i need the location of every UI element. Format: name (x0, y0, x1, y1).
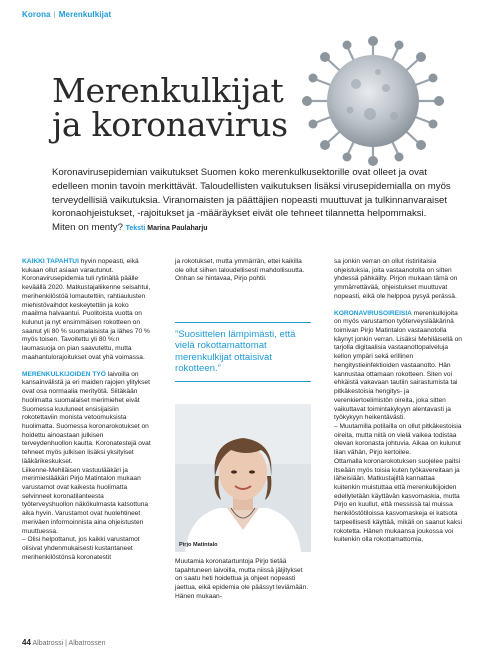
paragraph-text: merenkulkijoita on myös varustamon työterveyslääkärinä toimivan Pirjo Matintalon vastaanotolla käynyt jonkin verran. Lisäksi Mehiläisellä on tarjolla digitaalisia vastaanottopalveluja kellon ympäri sekä erillinen hengitystieinfektioiden vastaanotto. Hän kannustaa ottamaan rokotteen. Siten voi ehkäistä vakavaan tautiin sairastumista tai pitkäkestoisia hengitys- ja verenkiertoelimistön oireita, joka sitten vaikuttavat toimintakykyyn alentavasti ja työkykyyn heikentävästi. (334, 309, 462, 422)
paragraph: Muutamia koronatartuntoja Pirjo tietää tapahtuneen laivoilla, mutta niissä jäljitykset on saatu heti hoidettua ja ohjeet nopeasti jaettua, eikä epidemia ole päässyt leviämään. Hänen mukaan- (175, 558, 309, 600)
page-footer (22, 638, 106, 647)
article-title (52, 71, 312, 144)
lead-in: KORONAVIRUSOIREISIA (334, 309, 412, 317)
byline (126, 225, 208, 232)
lead-in: KAIKKI TAPAHTUI (22, 258, 79, 265)
topic-label: Merenkulkijat (58, 10, 112, 19)
magazine-name: Albatrossi (32, 640, 64, 647)
paragraph (334, 310, 462, 423)
paragraph-text: laivoilla on kansainvälistä ja eri maiden rajojen ylitykset ovat osa normaalia merityötä. Siitäkään huolimatta suomalaiset merimiehet eivät Suomessa kuuluneet ensisijaisiin rokotettaviin monista vetoomuksista huolimatta. Suomessa koronarokotukset on hoidettu ainoastaan julkisen terveydenhuollon kautta. Koronatestejä ovat tehneet myös julkisen lisäksi yksityiset lääkärikeskukset. (22, 370, 151, 465)
section-kicker (22, 10, 111, 19)
kicker-separator: | (53, 10, 56, 19)
paragraph: sa jonkin verran on ollut ristiriitaisia ohjeistuksia, joita vastaanotolla on sitten yhdessä pähkäilty. Pirjon mukaan tämä on ymmärrettävää, ohjeistukset muuttuvat nopeasti, eikä ole helppoa pysyä perässä. (334, 258, 458, 300)
paragraph: – Muutamilla potilailla on ollut pitkäkestoisia oireita, mutta niitä on vielä vaikea todistaa olevan koronasta johtuvia. Aikaa on kulunut liian vähän, Pirjo kertoilee. (334, 422, 462, 457)
section-label: Korona (22, 10, 51, 19)
lead-paragraph (52, 166, 452, 236)
paragraph (22, 258, 152, 363)
body-column-2-bottom (175, 558, 309, 602)
body-column-1 (22, 258, 152, 562)
paragraph: – Olisi helpottanut, jos kaikki varustamot olisivat yhdenmukaisesti kustantaneet merihenkilöstönsä koronatestit (22, 536, 140, 561)
paragraph-text: hyvin nopeasti, eikä kukaan ollut asiaan varautunut. Koronavirusepidemia tuli rytinällä päälle keväällä 2020. Matkustajaliikenne seisahtui, merihenkilöstöä lomautettiin, rahtiaulusten miehistövaihdot keskeytettiin ja koko maailma halvaantui. Puolitoista vuotta on kulunut ja nyt ensimmäisen rokotteen on saanut yli 80 % suomalaisista ja lähes 70 % myös toisen. Tavoitettu yli 80 %:n laumasuoja on pian saavutettu, mutta maahantulorajoitukset ovat yhä voimassa. (22, 258, 151, 361)
pull-quote (175, 322, 311, 382)
photo-caption: Pirjo Matintalo (179, 542, 218, 548)
body-column-3 (334, 258, 462, 545)
body-column-2 (175, 258, 309, 284)
paragraph: Ottamalla koronarokotuksen suojelee paitsi itseään myös toisia kuten työkavereitaan ja läheisiään. Matkustajiltä kannattaa kuitenkin muistuttaa että merenkulkijoiden edellytetään käyttävän kasvomaskia, mutta Pirjo en kuullut, että messissä tai muissa henkilöstötiloissa kasvomaskeja ei katsota tarpeellisesti käyttää, mikäli on saanut kaksi rokotetta. Hänen mukaansa joukossa voi kuitenkin olla rokottamattomia, (334, 457, 462, 544)
pull-quote-text: ”Suosittelen lämpimästi, että vielä rokottamattomat merenkulkijat ottaisivat rokotteen.” (175, 329, 296, 375)
byline-name: Marina Paulaharju (147, 225, 208, 233)
title-line-2: ja koronavirus (52, 105, 288, 144)
paragraph: Liikenne-Mehiläisen vastuulääkäri ja merimieslääkäri Pirjo Matintalon mukaan varustamot ovat kaikesta huolimatta selvinneet koronatilanteesta työterveyshuollon näkökulmasta katsottuna aika hyvin. Varustamot ovat huolehtineet meriväen informoinnista aina ohjeistusten muuttuessa. (22, 466, 149, 535)
portrait-photo (175, 404, 311, 552)
portrait-illustration (175, 404, 311, 552)
quote-rule-top (175, 322, 311, 323)
magazine-name-swedish: Albatrossen (68, 640, 106, 647)
lead-text: Koronavirusepidemian vaikutukset Suomen koko merenkulkusektorille ovat olleet ja ovat edelleen monin tavoin merkittävät. Taloudellisten vaikutuksen lisäksi virusepidemialla on myös terveydellisiä vaikutuksia. Viranomaisten ja päättäjien nopeasti muuttuvat ja tulkinnanvaraiset koronaohjeistukset, -rajoitukset ja -määräykset eivät ole tehneet tilannetta helpommaksi. Miten on menty? (52, 167, 451, 234)
lead-in: MERENKULKIJOIDEN TYÖ (22, 370, 106, 378)
paragraph: ja rokotukset, mutta ymmärrän, ettei kaikilla ole ollut siihen taloudellisesti mahdollisuutta. Onhan se hintavaa, Pirjo pohtii. (175, 258, 305, 283)
paragraph (22, 371, 152, 467)
footer-separator: | (65, 640, 67, 647)
byline-label: Teksti (125, 225, 146, 233)
page-number: 44 (22, 638, 31, 647)
title-line-1: Merenkulkijat (52, 71, 284, 110)
quote-rule-bottom (175, 381, 311, 382)
